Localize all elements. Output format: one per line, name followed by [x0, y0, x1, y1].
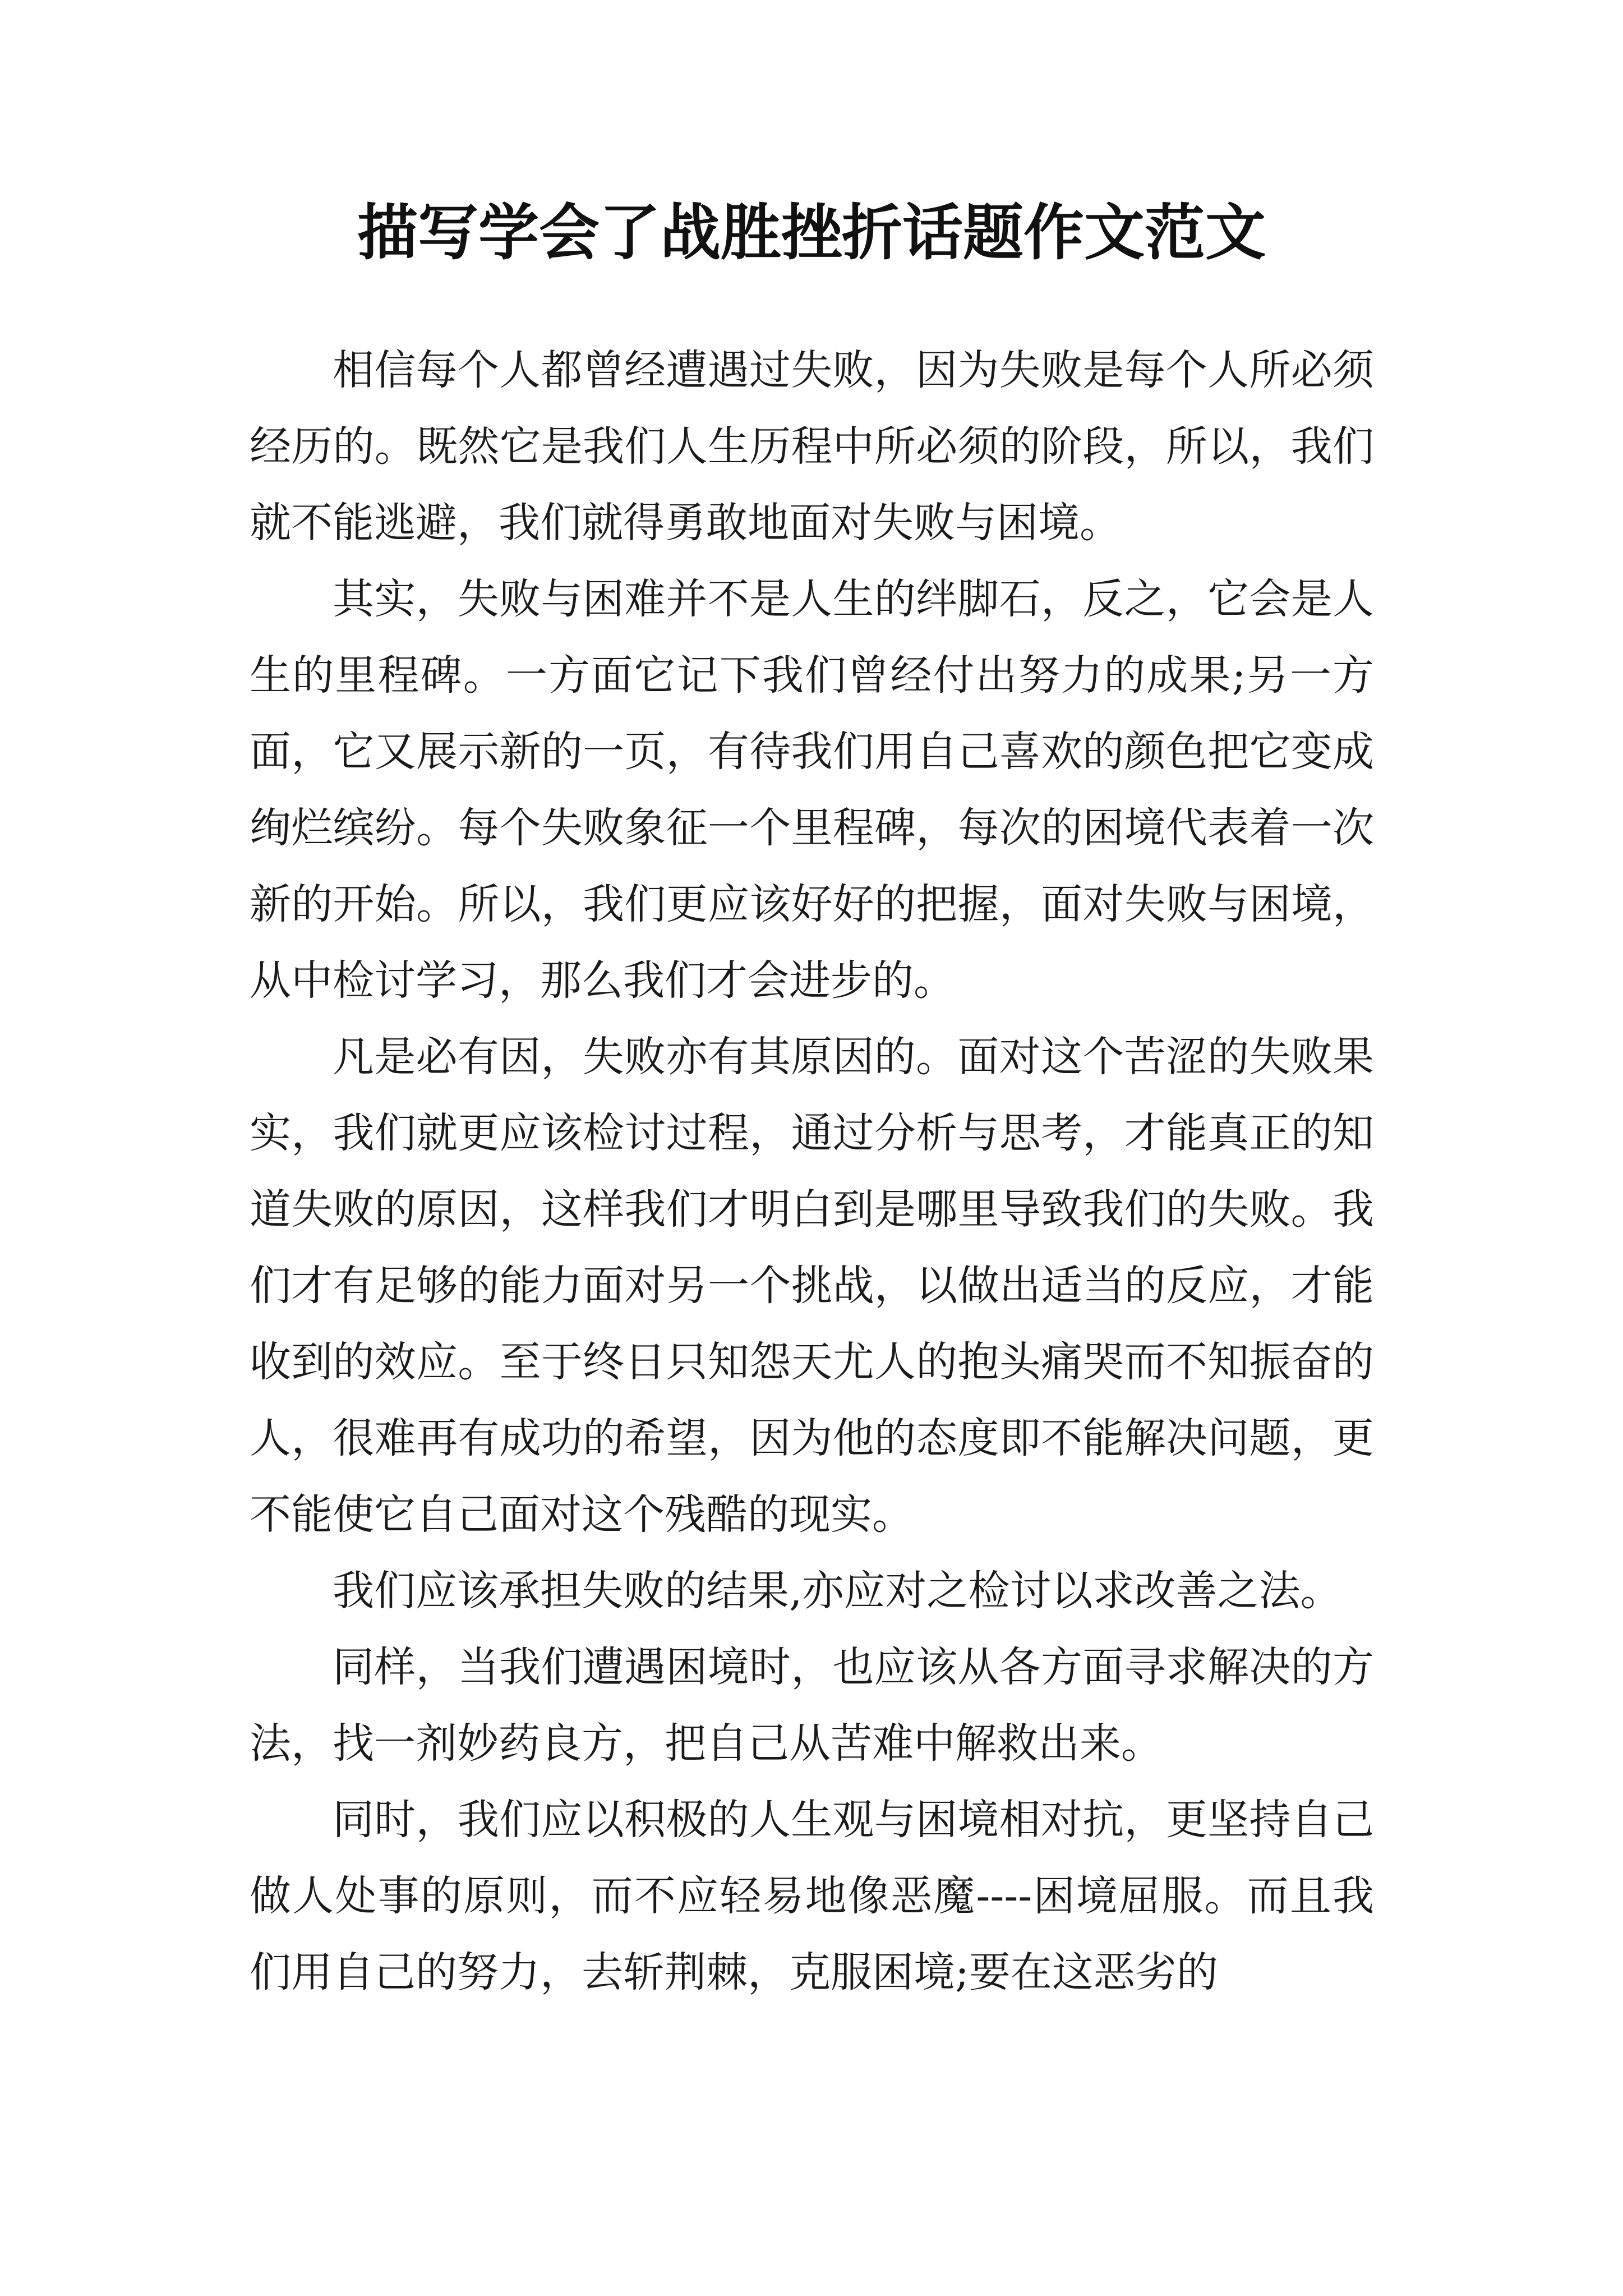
paragraph: 我们应该承担失败的结果,亦应对之检讨以求改善之法。 [333, 1567, 1342, 1615]
paragraph: 同样，当我们遭遇困境时，也应该从各方面寻求解决的方法，找一剂妙药良方，把自己从苦难中解救出来。 [250, 1643, 1374, 1768]
paragraph: 其实，失败与困难并不是人生的绊脚石，反之，它会是人生的里程碑。一方面它记下我们曾经付出努力的成果;另一方面，它又展示新的一页，有待我们用自己喜欢的颜色把它变成绚烂缤纷。每个失败象征一个里程碑，每次的困境代表着一次新的开始。所以，我们更应该好好的把握，面对失败与困境，从中检讨学习，那么我们才会进步的。 [250, 575, 1374, 1005]
document-title: 描写学会了战胜挫折话题作文范文 [357, 197, 1266, 268]
paragraph: 凡是必有因，失败亦有其原因的。面对这个苦涩的失败果实，我们就更应该检讨过程，通过分析与思考，才能真正的知道失败的原因，这样我们才明白到是哪里导致我们的失败。我们才有足够的能力面对另一个挑战，以做出适当的反应，才能收到的效应。至于终日只知怨天尤人的抱头痛哭而不知振奋的人，很难再有成功的希望，因为他的态度即不能解决问题，更不能使它自己面对这个残酷的现实。 [250, 1033, 1374, 1539]
paragraph: 相信每个人都曾经遭遇过失败，因为失败是每个人所必须经历的。既然它是我们人生历程中所必须的阶段，所以，我们就不能逃避，我们就得勇敢地面对失败与困境。 [250, 346, 1374, 547]
paragraph: 同时，我们应以积极的人生观与困境相对抗，更坚持自己做人处事的原则，而不应轻易地像恶魔----困境屈服。而且我们用自己的努力，去斩荆棘，克服困境;要在这恶劣的 [250, 1796, 1374, 1996]
document-body [250, 332, 1374, 2010]
